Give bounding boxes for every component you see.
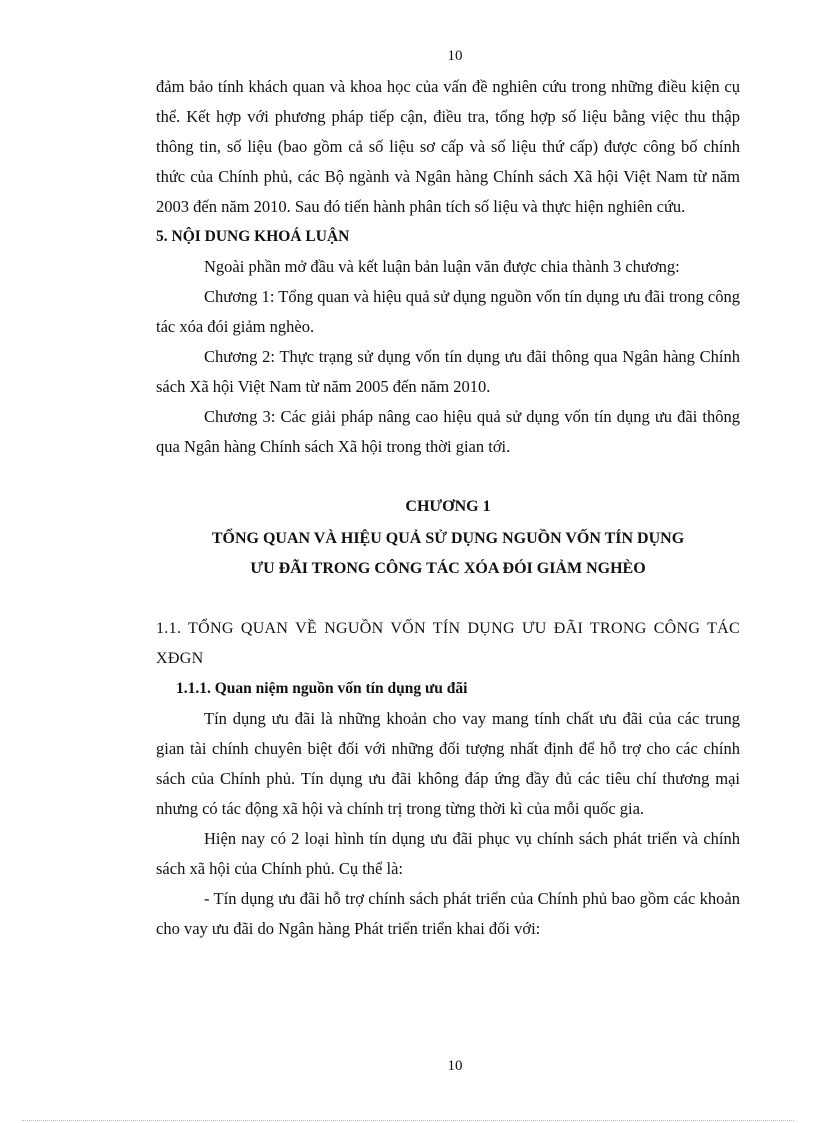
page-number-top: 10 [447,48,463,64]
chapter-title-line-1: TỔNG QUAN VÀ HIỆU QUẢ SỬ DỤNG NGUỒN VỐN TÍN DỤNG [211,530,685,547]
section-1-1-1-heading: 1.1.1. Quan niệm nguồn vốn tín dụng ưu đãi [176,680,468,697]
chapter-label: CHƯƠNG 1 [405,498,491,515]
document-body [156,72,740,944]
chapter-1-header [156,492,740,584]
body-paragraph: Hiện nay có 2 loại hình tín dụng ưu đãi phục vụ chính sách phát triển và chính sách xã hội của Chính phủ. Cụ thể là: [156,829,740,878]
chapter-2-summary: Chương 2: Thực trạng sử dụng vốn tín dụng ưu đãi thông qua Ngân hàng Chính sách Xã hội Việt Nam từ năm 2005 đến năm 2010. [156,347,740,396]
chapter-1-summary: Chương 1: Tổng quan và hiệu quả sử dụng nguồn vốn tín dụng ưu đãi trong công tác xóa đói giảm nghèo. [156,287,740,336]
page-number-bottom: 10 [447,1058,463,1074]
chapter-3-summary: Chương 3: Các giải pháp nâng cao hiệu quả sử dụng vốn tín dụng ưu đãi thông qua Ngân hàng Chính sách Xã hội trong thời gian tới. [156,407,740,456]
intro-paragraph: đảm bảo tính khách quan và khoa học của vấn đề nghiên cứu trong những điều kiện cụ thể. Kết hợp với phương pháp tiếp cận, điều tra, tổng hợp số liệu bằng việc thu thập thông tin, số liệu (bao gồm cả số liệu sơ cấp và số liệu thứ cấp) được công bố chính thức của Chính phủ, các Bộ ngành và Ngân hàng Chính sách Xã hội Việt Nam từ năm 2003 đến năm 2010. Sau đó tiến hành phân tích số liệu và thực hiện nghiên cứu. [156,77,740,216]
section-5-heading: 5. NỘI DUNG KHOÁ LUẬN [156,228,350,245]
page-bottom-divider [22,1120,794,1121]
section-5-intro: Ngoài phần mở đầu và kết luận bản luận văn được chia thành 3 chương: [204,257,680,276]
section-1-1-heading: 1.1. TỔNG QUAN VỀ NGUỒN VỐN TÍN DỤNG ƯU ĐÃI TRONG CÔNG TÁC XĐGN [156,620,740,667]
chapter-title-line-2: ƯU ĐÃI TRONG CÔNG TÁC XÓA ĐÓI GIẢM NGHÈO [250,560,646,577]
body-paragraph: - Tín dụng ưu đãi hỗ trợ chính sách phát triển của Chính phủ bao gồm các khoản cho vay ưu đãi do Ngân hàng Phát triển triển khai đối với: [156,889,740,938]
body-paragraph: Tín dụng ưu đãi là những khoản cho vay mang tính chất ưu đãi của các trung gian tài chính chuyên biệt đối với những đối tượng nhất định để hỗ trợ cho các chính sách của Chính phủ. Tín dụng ưu đãi không đáp ứng đầy đủ các tiêu chí thương mại nhưng có tác động xã hội và chính trị trong từng thời kì của mỗi quốc gia. [156,709,740,818]
